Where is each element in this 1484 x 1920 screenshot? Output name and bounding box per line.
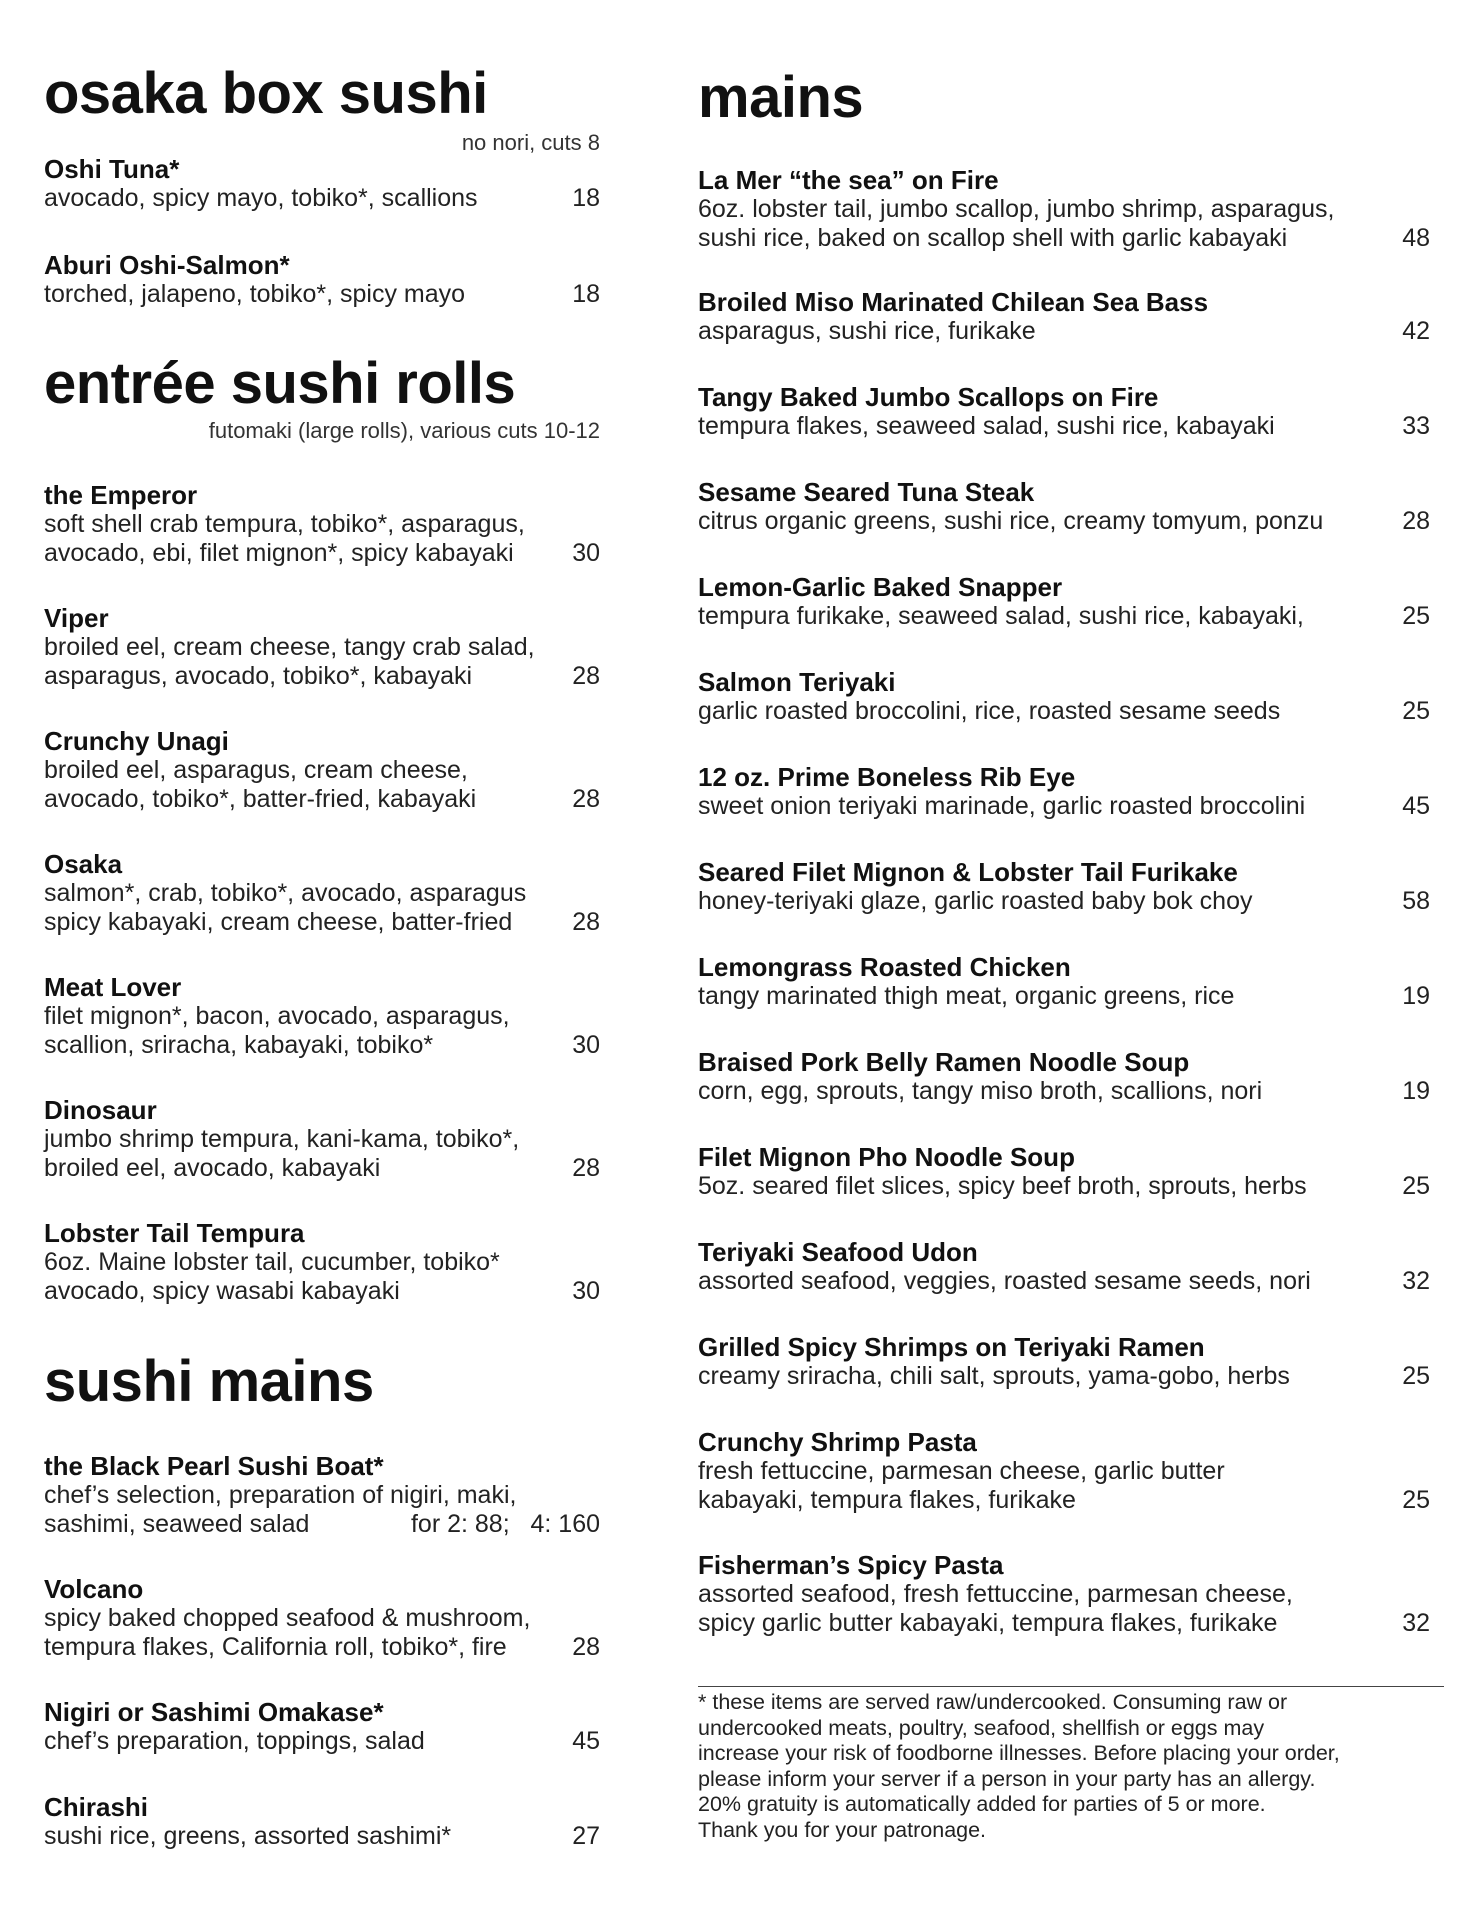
item-name: Lobster Tail Tempura xyxy=(44,1218,305,1248)
item-price: 32 xyxy=(1402,1609,1430,1637)
item-price: 45 xyxy=(1402,792,1430,820)
menu-item-lobster-tail-tempura xyxy=(44,1219,600,1306)
item-description-line: broiled eel, asparagus, cream cheese, xyxy=(44,756,468,784)
menu-item-pork-belly-ramen xyxy=(698,1048,1430,1106)
item-price: 28 xyxy=(1402,507,1430,535)
item-description-line: honey-teriyaki glaze, garlic roasted baby bok choy xyxy=(698,887,1253,915)
item-description xyxy=(44,1481,600,1539)
item-description-line: 6oz. lobster tail, jumbo scallop, jumbo shrimp, asparagus, xyxy=(698,195,1335,223)
item-price: 25 xyxy=(1402,1172,1430,1200)
item-price: 30 xyxy=(572,1277,600,1305)
item-description xyxy=(698,982,1430,1011)
item-price: 48 xyxy=(1402,224,1430,252)
item-price: 28 xyxy=(572,1154,600,1182)
item-description-line: garlic roasted broccolini, rice, roasted sesame seeds xyxy=(698,697,1281,725)
item-price: 25 xyxy=(1402,602,1430,630)
menu-item-fishermans-spicy-pasta xyxy=(698,1551,1430,1638)
item-description-line: torched, jalapeno, tobiko*, spicy mayo xyxy=(44,280,466,308)
item-name: Lemon-Garlic Baked Snapper xyxy=(698,572,1063,602)
item-description xyxy=(44,1727,600,1756)
item-description-line: 6oz. Maine lobster tail, cucumber, tobiko* xyxy=(44,1248,500,1276)
item-description-line: chef’s preparation, toppings, salad xyxy=(44,1727,425,1755)
item-description-line: assorted seafood, veggies, roasted sesame seeds, nori xyxy=(698,1267,1311,1295)
item-name: the Black Pearl Sushi Boat* xyxy=(44,1451,384,1481)
item-name: the Emperor xyxy=(44,480,198,510)
menu-item-rib-eye xyxy=(698,763,1430,821)
item-price: for 2: 88; 4: 160 xyxy=(410,1510,600,1538)
menu-item-jumbo-scallops xyxy=(698,383,1430,441)
menu-item-tuna-steak xyxy=(698,478,1430,536)
menu-item-chirashi xyxy=(44,1793,600,1851)
item-description-line: jumbo shrimp tempura, kani-kama, tobiko*, xyxy=(44,1125,520,1153)
item-description xyxy=(44,633,600,691)
item-description-line: spicy garlic butter kabayaki, tempura flakes, furikake xyxy=(698,1609,1278,1637)
menu-item-filet-pho xyxy=(698,1143,1430,1201)
menu-item-la-mer-on-fire xyxy=(698,166,1430,253)
menu-item-volcano xyxy=(44,1575,600,1662)
item-description-line: scallion, sriracha, kabayaki, tobiko* xyxy=(44,1031,434,1059)
item-price: 32 xyxy=(1402,1267,1430,1295)
menu-item-osaka xyxy=(44,850,600,937)
menu-item-dinosaur xyxy=(44,1096,600,1183)
footnote-line: increase your risk of foodborne illnesses. Before placing your order, xyxy=(698,1741,1340,1765)
item-description xyxy=(698,195,1430,253)
section-title-osaka-box-sushi: osaka box sushi xyxy=(44,61,488,126)
item-description-line: broiled eel, avocado, kabayaki xyxy=(44,1154,381,1182)
item-description xyxy=(698,792,1430,821)
item-description xyxy=(698,1457,1430,1515)
menu-item-aburi-oshi-salmon xyxy=(44,251,600,309)
menu-item-oshi-tuna xyxy=(44,155,600,213)
section-title-entree-sushi-rolls: entrée sushi rolls xyxy=(44,351,516,416)
menu-item-filet-lobster-furikake xyxy=(698,858,1430,916)
item-name: Chirashi xyxy=(44,1792,149,1822)
item-description-line: sweet onion teriyaki marinade, garlic roasted broccolini xyxy=(698,792,1306,820)
item-price: 25 xyxy=(1402,1486,1430,1514)
item-price: 30 xyxy=(572,539,600,567)
item-price: 19 xyxy=(1402,1077,1430,1105)
item-description xyxy=(44,879,600,937)
footnote xyxy=(698,1690,1438,1843)
item-description-line: spicy kabayaki, cream cheese, batter-fried xyxy=(44,908,513,936)
item-description xyxy=(698,412,1430,441)
item-description-line: kabayaki, tempura flakes, furikake xyxy=(698,1486,1076,1514)
item-price: 28 xyxy=(572,662,600,690)
item-name: La Mer “the sea” on Fire xyxy=(698,165,999,195)
item-description-line: tempura flakes, California roll, tobiko*, fire xyxy=(44,1633,507,1661)
menu-item-crunchy-unagi xyxy=(44,727,600,814)
item-price: 28 xyxy=(572,1633,600,1661)
item-price: 28 xyxy=(572,908,600,936)
item-price: 33 xyxy=(1402,412,1430,440)
item-name: 12 oz. Prime Boneless Rib Eye xyxy=(698,762,1076,792)
item-name: Aburi Oshi-Salmon* xyxy=(44,250,290,280)
footnote-line: Thank you for your patronage. xyxy=(698,1817,987,1842)
footnote-divider xyxy=(698,1686,1444,1687)
menu-item-spicy-shrimps-ramen xyxy=(698,1333,1430,1391)
item-name: Broiled Miso Marinated Chilean Sea Bass xyxy=(698,287,1209,317)
item-description xyxy=(44,1248,600,1306)
footnote-line: please inform your server if a person in your party has an allergy. xyxy=(698,1766,1316,1791)
item-name: Dinosaur xyxy=(44,1095,157,1125)
item-description xyxy=(698,1580,1430,1638)
item-price: 19 xyxy=(1402,982,1430,1010)
item-price: 45 xyxy=(572,1727,600,1755)
item-description xyxy=(698,697,1430,726)
item-description-line: spicy baked chopped seafood & mushroom, xyxy=(44,1604,531,1632)
item-description-line: assorted seafood, fresh fettuccine, parmesan cheese, xyxy=(698,1580,1293,1608)
item-price: 18 xyxy=(572,184,600,212)
section-note-entree-sushi-rolls: futomaki (large rolls), various cuts 10-12 xyxy=(208,418,600,443)
item-description xyxy=(44,756,600,814)
item-description xyxy=(698,1172,1430,1201)
item-price: 27 xyxy=(572,1822,600,1850)
item-name: Teriyaki Seafood Udon xyxy=(698,1237,978,1267)
item-description xyxy=(44,1822,600,1851)
item-description-line: corn, egg, sprouts, tangy miso broth, scallions, nori xyxy=(698,1077,1263,1105)
item-description xyxy=(44,1002,600,1060)
menu-item-salmon-teriyaki xyxy=(698,668,1430,726)
item-description-line: tangy marinated thigh meat, organic greens, rice xyxy=(698,982,1235,1010)
item-description-line: broiled eel, cream cheese, tangy crab salad, xyxy=(44,633,535,661)
item-description-line: chef’s selection, preparation of nigiri, maki, xyxy=(44,1481,517,1509)
item-description xyxy=(698,602,1430,631)
item-name: Nigiri or Sashimi Omakase* xyxy=(44,1697,384,1727)
menu-item-crunchy-shrimp-pasta xyxy=(698,1428,1430,1515)
footnote-line: * these items are served raw/undercooked. Consuming raw or xyxy=(698,1690,1288,1714)
item-price: 58 xyxy=(1402,887,1430,915)
item-description-line: tempura flakes, seaweed salad, sushi rice, kabayaki xyxy=(698,412,1275,440)
item-description-line: tempura furikake, seaweed salad, sushi rice, kabayaki, xyxy=(698,602,1304,630)
item-name: Crunchy Unagi xyxy=(44,726,229,756)
item-name: Fisherman’s Spicy Pasta xyxy=(698,1550,1004,1580)
item-description xyxy=(44,510,600,568)
menu-item-viper xyxy=(44,604,600,691)
item-price: 25 xyxy=(1402,1362,1430,1390)
section-title-mains: mains xyxy=(698,65,864,130)
menu-item-baked-snapper xyxy=(698,573,1430,631)
item-price: 28 xyxy=(572,785,600,813)
footnote-line: 20% gratuity is automatically added for parties of 5 or more. xyxy=(698,1792,1266,1816)
menu-item-the-emperor xyxy=(44,481,600,568)
item-description xyxy=(44,1604,600,1662)
item-name: Viper xyxy=(44,603,109,633)
menu-item-seafood-udon xyxy=(698,1238,1430,1296)
item-name: Tangy Baked Jumbo Scallops on Fire xyxy=(698,382,1159,412)
item-description-line: asparagus, avocado, tobiko*, kabayaki xyxy=(44,662,473,690)
item-name: Meat Lover xyxy=(44,972,182,1002)
item-description xyxy=(698,1077,1430,1106)
item-name: Lemongrass Roasted Chicken xyxy=(698,952,1071,982)
item-name: Osaka xyxy=(44,849,123,879)
item-description xyxy=(698,507,1430,536)
item-description-line: filet mignon*, bacon, avocado, asparagus, xyxy=(44,1002,510,1030)
menu-item-chilean-sea-bass xyxy=(698,288,1430,346)
menu-item-meat-lover xyxy=(44,973,600,1060)
section-title-sushi-mains: sushi mains xyxy=(44,1349,374,1414)
item-description-line: asparagus, sushi rice, furikake xyxy=(698,317,1036,345)
item-name: Grilled Spicy Shrimps on Teriyaki Ramen xyxy=(698,1332,1205,1362)
item-description-line: fresh fettuccine, parmesan cheese, garlic butter xyxy=(698,1457,1225,1485)
item-description-line: avocado, spicy wasabi kabayaki xyxy=(44,1277,400,1305)
menu-item-nigiri-sashimi-omakase xyxy=(44,1698,600,1756)
item-description-line: sushi rice, baked on scallop shell with garlic kabayaki xyxy=(698,224,1288,252)
item-description-line: sashimi, seaweed salad xyxy=(44,1510,310,1538)
item-price: 18 xyxy=(572,280,600,308)
item-price: 30 xyxy=(572,1031,600,1059)
menu-item-lemongrass-chicken xyxy=(698,953,1430,1011)
item-name: Crunchy Shrimp Pasta xyxy=(698,1427,977,1457)
item-description-line: avocado, ebi, filet mignon*, spicy kabayaki xyxy=(44,539,514,567)
item-description-line: soft shell crab tempura, tobiko*, asparagus, xyxy=(44,510,525,538)
item-name: Volcano xyxy=(44,1574,144,1604)
menu-item-black-pearl-sushi-boat xyxy=(44,1452,600,1539)
item-description-line: sushi rice, greens, assorted sashimi* xyxy=(44,1822,452,1850)
item-description xyxy=(698,887,1430,916)
item-name: Salmon Teriyaki xyxy=(698,667,896,697)
item-description-line: citrus organic greens, sushi rice, creamy tomyum, ponzu xyxy=(698,507,1324,535)
item-name: Braised Pork Belly Ramen Noodle Soup xyxy=(698,1047,1190,1077)
item-price: 42 xyxy=(1402,317,1430,345)
item-name: Filet Mignon Pho Noodle Soup xyxy=(698,1142,1075,1172)
item-name: Sesame Seared Tuna Steak xyxy=(698,477,1035,507)
item-description xyxy=(698,1362,1430,1391)
item-name: Oshi Tuna* xyxy=(44,154,180,184)
item-price: 25 xyxy=(1402,697,1430,725)
item-name: Seared Filet Mignon & Lobster Tail Furikake xyxy=(698,857,1238,887)
item-description-line: avocado, tobiko*, batter-fried, kabayaki xyxy=(44,785,477,813)
item-description xyxy=(698,317,1430,346)
footnote-line: undercooked meats, poultry, seafood, shellfish or eggs may xyxy=(698,1715,1265,1740)
item-description-line: creamy sriracha, chili salt, sprouts, yama-gobo, herbs xyxy=(698,1362,1290,1390)
item-description-line: avocado, spicy mayo, tobiko*, scallions xyxy=(44,184,478,212)
item-description-line: salmon*, crab, tobiko*, avocado, asparagus xyxy=(44,879,527,907)
item-description xyxy=(44,1125,600,1183)
section-note-osaka-box-sushi: no nori, cuts 8 xyxy=(461,130,600,155)
item-description xyxy=(44,184,600,213)
item-description xyxy=(44,280,600,309)
item-description xyxy=(698,1267,1430,1296)
item-description-line: 5oz. seared filet slices, spicy beef broth, sprouts, herbs xyxy=(698,1172,1307,1200)
